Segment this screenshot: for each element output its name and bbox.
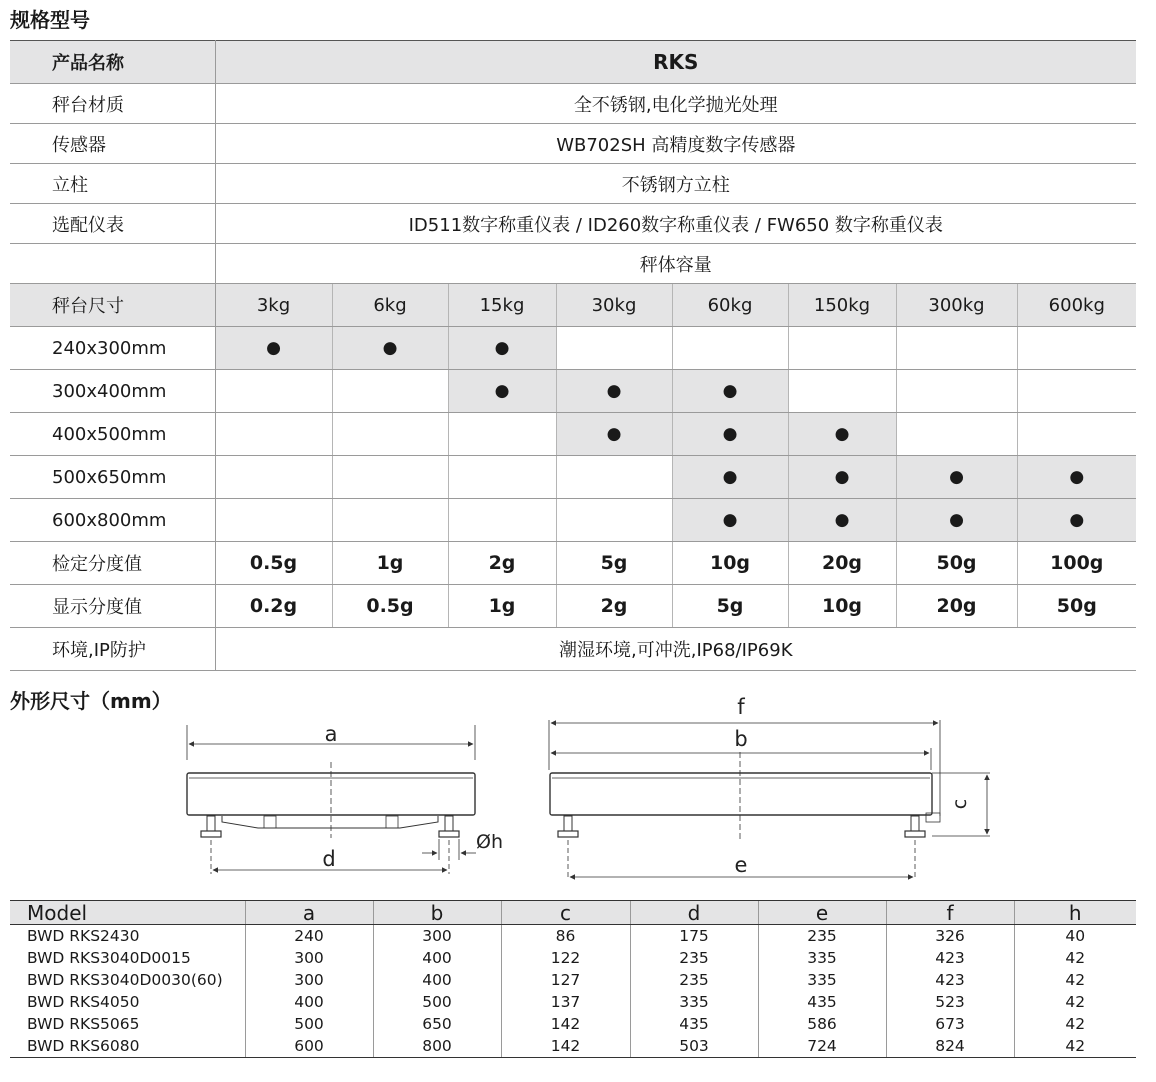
capacity-header: 6kg <box>332 284 448 327</box>
models-header-row <box>10 901 1136 925</box>
model-name: BWD RKS5065 <box>27 1015 140 1033</box>
available-dot: ● <box>448 327 556 370</box>
display-division-value: 0.5g <box>332 585 448 628</box>
model-dimension-value: 500 <box>245 1013 373 1035</box>
available-dot: ● <box>672 370 788 413</box>
verification-division-value: 50g <box>896 542 1017 585</box>
model-dimension-value: 673 <box>886 1013 1014 1035</box>
dim-label-c: c <box>949 798 971 810</box>
empty-cell <box>215 456 332 499</box>
available-dot: ● <box>448 370 556 413</box>
model-dimension-value: 435 <box>630 1013 758 1035</box>
display-division-label: 显示分度值 <box>10 585 215 628</box>
size-row-label: 240x300mm <box>10 327 215 370</box>
model-dimension-value: 127 <box>501 969 630 991</box>
model-dimension-value: 42 <box>1014 1013 1136 1035</box>
display-division-value: 0.2g <box>215 585 332 628</box>
display-division-row <box>10 585 1136 628</box>
model-dimension-value: 137 <box>501 991 630 1013</box>
dim-label-d: d <box>322 847 336 871</box>
model-dimension-value: 240 <box>245 925 373 948</box>
size-row <box>10 456 1136 499</box>
dimension-drawing <box>0 690 1156 890</box>
dim-label-a: a <box>324 722 338 746</box>
spec-row-value: WB702SH 高精度数字传感器 <box>215 124 1136 164</box>
models-header-cell: b <box>373 901 501 925</box>
empty-cell <box>448 499 556 542</box>
model-name: BWD RKS4050 <box>27 993 140 1011</box>
product-label: 产品名称 <box>10 41 215 84</box>
display-division-value: 10g <box>788 585 896 628</box>
model-dimension-value: 86 <box>501 925 630 948</box>
verification-division-value: 2g <box>448 542 556 585</box>
model-dimension-value: 423 <box>886 947 1014 969</box>
spec-row-label: 秤台材质 <box>10 84 215 124</box>
model-dimension-value: 42 <box>1014 947 1136 969</box>
available-dot: ● <box>556 413 672 456</box>
model-dimension-value: 724 <box>758 1035 886 1058</box>
model-name: BWD RKS6080 <box>10 1035 245 1058</box>
capacity-header: 150kg <box>788 284 896 327</box>
verification-division-value: 0.5g <box>215 542 332 585</box>
dimensions-section-title: 外形尺寸（mm） <box>10 689 172 713</box>
model-dimension-value: 326 <box>886 925 1014 948</box>
dim-label-f: f <box>737 695 745 719</box>
model-dimension-value: 142 <box>501 1013 630 1035</box>
empty-cell <box>896 327 1017 370</box>
model-dimension-value: 335 <box>758 969 886 991</box>
capacity-header: 600kg <box>1017 284 1136 327</box>
model-dimension-value: 503 <box>630 1035 758 1058</box>
capacity-title: 秤体容量 <box>215 244 1136 284</box>
spec-table <box>10 40 1136 671</box>
division-rows <box>10 542 1136 628</box>
available-dot: ● <box>788 456 896 499</box>
capacity-header: 15kg <box>448 284 556 327</box>
spec-section-title: 规格型号 <box>10 8 90 32</box>
verification-division-value: 1g <box>332 542 448 585</box>
empty-cell <box>215 499 332 542</box>
model-row <box>10 969 1136 991</box>
model-dimension-value: 40 <box>1014 925 1136 948</box>
model-name: BWD RKS3040D0030(60) <box>27 971 223 989</box>
verification-division-value: 5g <box>556 542 672 585</box>
model-dimension-value: 300 <box>245 969 373 991</box>
models-header-cell: a <box>245 901 373 925</box>
spec-row <box>10 164 1136 204</box>
models-table <box>10 900 1136 1058</box>
model-dimension-value: 335 <box>758 947 886 969</box>
spec-row <box>10 204 1136 244</box>
display-division-value: 5g <box>672 585 788 628</box>
model-dimension-value: 400 <box>245 991 373 1013</box>
size-row-label: 600x800mm <box>10 499 215 542</box>
verification-division-value: 10g <box>672 542 788 585</box>
size-row-label: 300x400mm <box>10 370 215 413</box>
model-dimension-value: 300 <box>373 925 501 948</box>
empty-cell <box>788 370 896 413</box>
spec-row-label: 选配仪表 <box>10 204 215 244</box>
model-dimension-value: 400 <box>373 947 501 969</box>
capacity-header: 3kg <box>215 284 332 327</box>
spec-row-label: 立柱 <box>10 164 215 204</box>
model-row <box>10 947 1136 969</box>
empty-cell <box>332 456 448 499</box>
empty-cell <box>556 499 672 542</box>
size-row <box>10 370 1136 413</box>
available-dot: ● <box>896 456 1017 499</box>
spec-row-value: 全不锈钢,电化学抛光处理 <box>215 84 1136 124</box>
empty-cell <box>1017 327 1136 370</box>
model-dimension-value: 423 <box>886 969 1014 991</box>
dim-label-e: e <box>734 853 748 877</box>
environment-label: 环境,IP防护 <box>10 628 215 671</box>
model-row <box>10 1035 1136 1058</box>
spec-row <box>10 84 1136 124</box>
available-dot: ● <box>1017 456 1136 499</box>
model-dimension-value: 175 <box>630 925 758 948</box>
model-dimension-value: 800 <box>373 1035 501 1058</box>
empty-cell <box>215 413 332 456</box>
empty-cell <box>556 456 672 499</box>
product-value: RKS <box>215 41 1136 84</box>
models-header-cell: h <box>1014 901 1136 925</box>
models-header-cell: Model <box>10 901 245 925</box>
model-dimension-value: 235 <box>630 969 758 991</box>
verification-division-row <box>10 542 1136 585</box>
available-dot: ● <box>788 413 896 456</box>
available-dot: ● <box>672 456 788 499</box>
model-dimension-value: 142 <box>501 1035 630 1058</box>
empty-cell <box>672 327 788 370</box>
model-dimension-value: 42 <box>1014 991 1136 1013</box>
environment-row <box>10 628 1136 671</box>
available-dot: ● <box>556 370 672 413</box>
empty-cell <box>215 370 332 413</box>
verification-division-label: 检定分度值 <box>10 542 215 585</box>
environment-value: 潮湿环境,可冲洗,IP68/IP69K <box>215 628 1136 671</box>
model-row <box>10 925 1136 948</box>
model-dimension-value: 500 <box>373 991 501 1013</box>
size-row <box>10 413 1136 456</box>
model-dimension-value: 400 <box>373 969 501 991</box>
model-dimension-value: 586 <box>758 1013 886 1035</box>
product-row <box>10 41 1136 84</box>
models-body <box>10 925 1136 1058</box>
capacity-title-row <box>10 244 1136 284</box>
empty-cell <box>448 413 556 456</box>
model-name: BWD RKS3040D0015 <box>27 949 191 967</box>
capacity-header-row <box>10 284 1136 327</box>
available-dot: ● <box>672 413 788 456</box>
model-dimension-value: 235 <box>758 925 886 948</box>
model-row <box>10 1013 1136 1035</box>
size-row-label: 400x500mm <box>10 413 215 456</box>
capacity-header: 300kg <box>896 284 1017 327</box>
model-name: BWD RKS2430 <box>27 927 140 945</box>
spec-row-value: ID511数字称重仪表 / ID260数字称重仪表 / FW650 数字称重仪表 <box>215 204 1136 244</box>
dim-label-b: b <box>734 727 748 751</box>
model-dimension-value: 42 <box>1014 1035 1136 1058</box>
verification-division-value: 100g <box>1017 542 1136 585</box>
available-dot: ● <box>788 499 896 542</box>
model-dimension-value: 600 <box>245 1035 373 1058</box>
available-dot: ● <box>896 499 1017 542</box>
size-availability-rows <box>10 327 1136 542</box>
capacity-header: 30kg <box>556 284 672 327</box>
spec-row <box>10 124 1136 164</box>
display-division-value: 50g <box>1017 585 1136 628</box>
spec-info-rows <box>10 84 1136 244</box>
model-row <box>10 991 1136 1013</box>
empty-cell <box>896 370 1017 413</box>
available-dot: ● <box>672 499 788 542</box>
empty-cell <box>556 327 672 370</box>
empty-cell <box>448 456 556 499</box>
models-header-cell: e <box>758 901 886 925</box>
size-row-label: 500x650mm <box>10 456 215 499</box>
empty-cell <box>1017 370 1136 413</box>
model-dimension-value: 824 <box>886 1035 1014 1058</box>
models-header-cell: c <box>501 901 630 925</box>
spec-row-label: 传感器 <box>10 124 215 164</box>
verification-division-value: 20g <box>788 542 896 585</box>
model-dimension-value: 42 <box>1014 969 1136 991</box>
empty-cell <box>332 499 448 542</box>
model-dimension-value: 235 <box>630 947 758 969</box>
spec-row-value: 不锈钢方立柱 <box>215 164 1136 204</box>
models-header-cell: d <box>630 901 758 925</box>
size-row <box>10 327 1136 370</box>
available-dot: ● <box>1017 499 1136 542</box>
model-dimension-value: 300 <box>245 947 373 969</box>
capacity-header: 60kg <box>672 284 788 327</box>
empty-cell <box>1017 413 1136 456</box>
empty-cell <box>788 327 896 370</box>
display-division-value: 2g <box>556 585 672 628</box>
dim-label-h: Øh <box>476 831 503 853</box>
display-division-value: 1g <box>448 585 556 628</box>
size-row <box>10 499 1136 542</box>
empty-cell <box>332 370 448 413</box>
empty-cell <box>332 413 448 456</box>
model-dimension-value: 523 <box>886 991 1014 1013</box>
model-dimension-value: 122 <box>501 947 630 969</box>
models-header-cell: f <box>886 901 1014 925</box>
model-dimension-value: 335 <box>630 991 758 1013</box>
size-label: 秤台尺寸 <box>10 284 215 327</box>
capacity-title-blank <box>10 244 215 284</box>
model-dimension-value: 650 <box>373 1013 501 1035</box>
available-dot: ● <box>215 327 332 370</box>
available-dot: ● <box>332 327 448 370</box>
display-division-value: 20g <box>896 585 1017 628</box>
side-view <box>549 720 990 880</box>
model-dimension-value: 435 <box>758 991 886 1013</box>
empty-cell <box>896 413 1017 456</box>
